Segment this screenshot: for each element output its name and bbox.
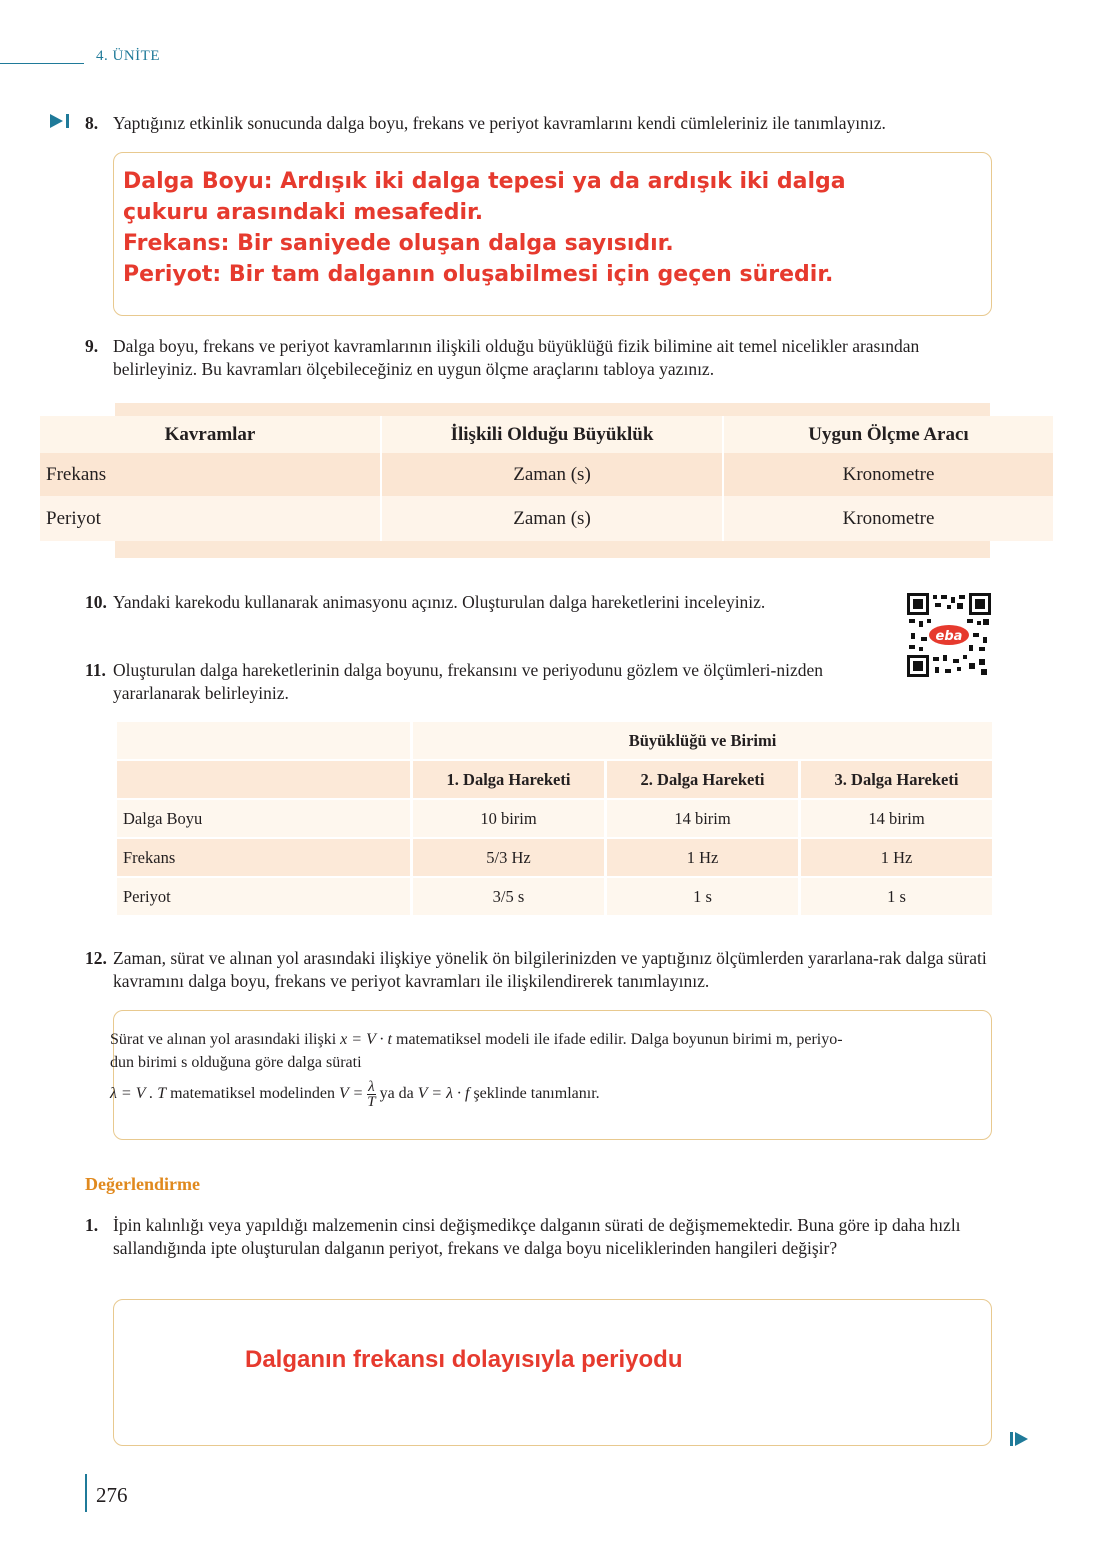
table-header: Kavramlar [40, 416, 381, 453]
answer-text-8 [123, 166, 983, 290]
play-next-icon [50, 113, 72, 129]
formula-speed-frequency: V = λ · f [417, 1085, 470, 1103]
answer-line: Periyot: Bir tam dalganın oluşabilmesi için geçen süredir. [123, 262, 834, 287]
row-label: Frekans [117, 838, 412, 877]
answer-text-12 [110, 1028, 995, 1109]
table-cell[interactable]: 1 Hz [800, 838, 994, 877]
table-cell[interactable]: Zaman (s) [381, 453, 723, 496]
qr-logo-text: eba [935, 629, 963, 644]
answer-line [110, 1080, 995, 1109]
table-cell[interactable]: Frekans [40, 453, 381, 496]
evaluation-title: Değerlendirme [85, 1174, 200, 1194]
answer-line: Dalga Boyu: Ardışık iki dalga tepesi ya da ardışık iki dalga [123, 169, 846, 194]
question-text: Dalga boyu, frekans ve periyot kavramlarının ilişkili olduğu büyüklüğü fizik bilimine ait temel nicelikler arasından belirleyiniz. Bu kavramları ölçebileceğiniz en uygun ölçme araçlarını tabloya yazınız. [113, 336, 920, 379]
answer-text-eval-1: Dalganın frekansı dolayısıyla periyodu [245, 1346, 683, 1373]
question-text: Oluşturulan dalga hareketlerinin dalga boyunu, frekansını ve periyodunu gözlem ve ölçümleri-nizden yararlanarak belirleyiniz. [113, 660, 823, 703]
question-number: 9. [85, 336, 99, 356]
answer-line: dun birimi s olduğuna göre dalga sürati [110, 1054, 362, 1071]
row-label: Dalga Boyu [117, 799, 412, 838]
question-text: Zaman, sürat ve alınan yol arasındaki ilişkiye yönelik ön bilgilerinizden ve yaptığınız ölçümlerden yararlana-rak dalga sürati kavramını dalga boyu, frekans ve periyot kavramları ile ilişkilendirerek tanımlayınız. [113, 948, 987, 991]
footer-rule [85, 1474, 87, 1512]
table-group-header: Büyüklüğü ve Birimi [412, 722, 994, 760]
question-text: Yaptığınız etkinlik sonucunda dalga boyu, frekans ve periyot kavramlarını kendi cümleleriniz ile tanımlayınız. [113, 113, 886, 133]
question-number: 10. [85, 592, 107, 612]
table-row [117, 799, 994, 838]
answer-line: çukuru arasındaki mesafedir. [123, 200, 484, 225]
concepts-table [40, 416, 1055, 541]
table-group-header-row [117, 722, 994, 760]
question-text: Yandaki karekodu kullanarak animasyonu açınız. Oluşturulan dalga hareketlerini inceleyiniz. [113, 592, 766, 612]
table-cell[interactable]: Kronometre [723, 453, 1054, 496]
answer-line: Frekans: Bir saniyede oluşan dalga sayısıdır. [123, 231, 674, 256]
table-cell[interactable]: Zaman (s) [381, 496, 723, 541]
table-header: 2. Dalga Hareketi [606, 760, 800, 799]
question-12 [85, 947, 1005, 995]
answer-fragment: ya da [379, 1085, 414, 1103]
table-row [117, 838, 994, 877]
page-number: 276 [96, 1483, 128, 1507]
table-cell[interactable]: 3/5 s [412, 877, 606, 916]
table-cell[interactable]: 5/3 Hz [412, 838, 606, 877]
answer-fragment: matematiksel modeli ile ifade edilir. Dalga boyunun birimi m, periyo- [396, 1031, 843, 1048]
answer-line [110, 1028, 995, 1051]
question-9 [85, 335, 1005, 383]
question-number: 1. [85, 1215, 99, 1235]
table-header: İlişkili Olduğu Büyüklük [381, 416, 723, 453]
table-cell[interactable]: 10 birim [412, 799, 606, 838]
unit-title: 4. ÜNİTE [96, 48, 160, 64]
table-cell[interactable]: 1 s [606, 877, 800, 916]
table-cell-empty [117, 760, 412, 799]
formula-distance: x = V · t [340, 1031, 392, 1048]
evaluation-question-1 [85, 1214, 1005, 1286]
question-number: 8. [85, 113, 99, 133]
answer-fragment: Sürat ve alınan yol arasındaki ilişki [110, 1031, 337, 1048]
question-text: İpin kalınlığı veya yapıldığı malzemenin cinsi değişmedikçe dalganın sürati de değişmemektedir. Buna göre ip daha hızlı sallandığında ipte oluşturulan dalganın periyot, frekans ve dalga boyu niceliklerinden hangileri değişir? [113, 1215, 961, 1258]
answer-fragment: matematiksel modelinden [170, 1085, 335, 1103]
row-label: Periyot [117, 877, 412, 916]
table-header: Uygun Ölçme Aracı [723, 416, 1054, 453]
table-cell[interactable]: Periyot [40, 496, 381, 541]
table-row [40, 496, 1054, 541]
fraction-denominator: T [367, 1094, 376, 1110]
formula-speed: V = [338, 1085, 364, 1103]
answer-box-8[interactable] [113, 152, 992, 316]
table-header: 1. Dalga Hareketi [412, 760, 606, 799]
table-row [117, 877, 994, 916]
table-header: 3. Dalga Hareketi [800, 760, 994, 799]
table-header-row [40, 416, 1054, 453]
wave-measurements-table [117, 722, 995, 917]
table-cell[interactable]: 1 Hz [606, 838, 800, 877]
fraction-numerator: λ [368, 1079, 375, 1095]
table-cell[interactable]: 1 s [800, 877, 994, 916]
header-rule [0, 63, 84, 64]
formula-wavelength: λ = V . T [110, 1085, 167, 1103]
question-11 [85, 659, 885, 707]
question-8 [85, 112, 1005, 136]
qr-code-icon[interactable] [907, 593, 991, 677]
table-cell[interactable]: Kronometre [723, 496, 1054, 541]
table-header-row [117, 760, 994, 799]
next-page-icon[interactable] [1010, 1432, 1028, 1446]
answer-fragment: şeklinde tanımlanır. [473, 1085, 600, 1103]
question-number: 12. [85, 948, 107, 968]
question-10 [85, 591, 885, 615]
fraction [367, 1080, 375, 1109]
table-row [40, 453, 1054, 496]
answer-box-eval-1[interactable] [113, 1299, 992, 1446]
table-cell-empty [117, 722, 412, 760]
table-cell[interactable]: 14 birim [606, 799, 800, 838]
table-cell[interactable]: 14 birim [800, 799, 994, 838]
question-number: 11. [85, 660, 106, 680]
